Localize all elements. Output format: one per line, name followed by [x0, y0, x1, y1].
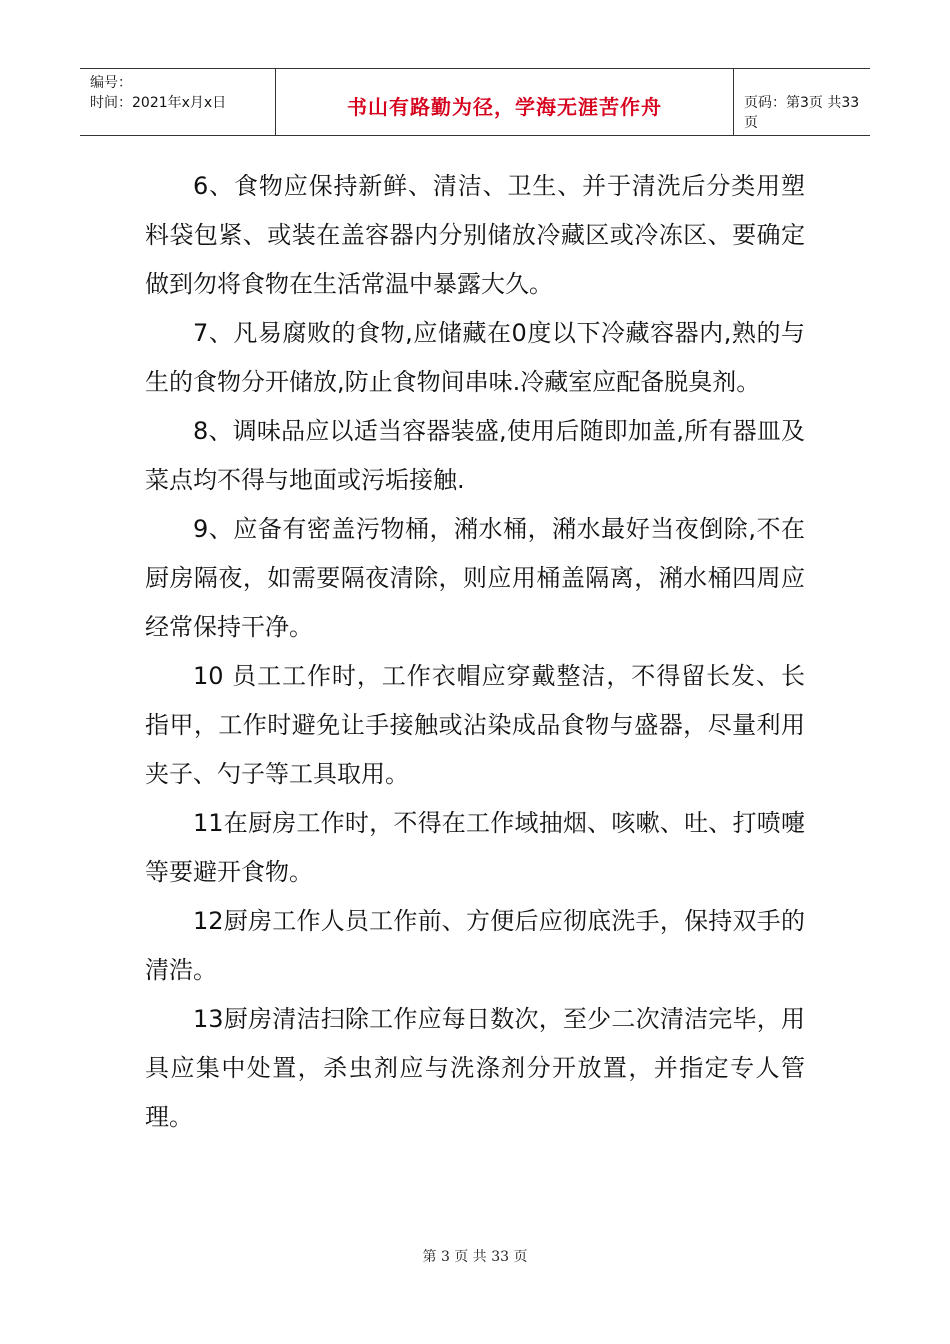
- page-footer: 第 3 页 共 33 页: [422, 1249, 528, 1265]
- document-body: [145, 162, 805, 1142]
- header-meta: [80, 69, 276, 135]
- paragraph: 6、食物应保持新鲜、清洁、卫生、并于清洗后分类用塑料袋包紧、或装在盖容器内分别储放冷藏区或冷冻区、要确定做到勿将食物在生活常温中暴露大久。: [145, 172, 805, 298]
- paragraph: 12厨房工作人员工作前、方便后应彻底洗手，保持双手的清浩。: [145, 907, 805, 984]
- paragraph: 7、凡易腐败的食物,应储藏在0度以下冷藏容器内,熟的与生的食物分开储放,防止食物间串味.冷藏室应配备脱臭剂。: [145, 319, 805, 396]
- paragraph: 9、应备有密盖污物桶，潲水桶，潲水最好当夜倒除,不在厨房隔夜，如需要隔夜清除，则应用桶盖隔离，潲水桶四周应经常保持干净。: [145, 515, 805, 641]
- number-label: 编号：: [90, 75, 132, 91]
- paragraph: 10 员工工作时，工作衣帽应穿戴整洁，不得留长发、长指甲，工作时避免让手接触或沾染成品食物与盛器，尽量利用夹子、勺子等工具取用。: [145, 662, 805, 788]
- motto: 书山有路勤为径，学海无涯苦作舟: [347, 95, 662, 119]
- header-motto-cell: [276, 69, 734, 135]
- page-header: [80, 68, 870, 136]
- paragraph: 8、调味品应以适当容器装盛,使用后随即加盖,所有器皿及菜点均不得与地面或污垢接触.: [145, 417, 805, 494]
- paragraph: 11在厨房工作时，不得在工作域抽烟、咳嗽、吐、打喷嚏等要避开食物。: [145, 809, 805, 886]
- paragraph: 13厨房清洁扫除工作应每日数次，至少二次清洁完毕，用具应集中处置，杀虫剂应与洗涤剂分开放置，并指定专人管理。: [145, 1005, 805, 1131]
- time-label: 时间：2021年x月x日: [90, 95, 227, 111]
- header-page-info: 页码：第3页 共33页: [744, 95, 860, 131]
